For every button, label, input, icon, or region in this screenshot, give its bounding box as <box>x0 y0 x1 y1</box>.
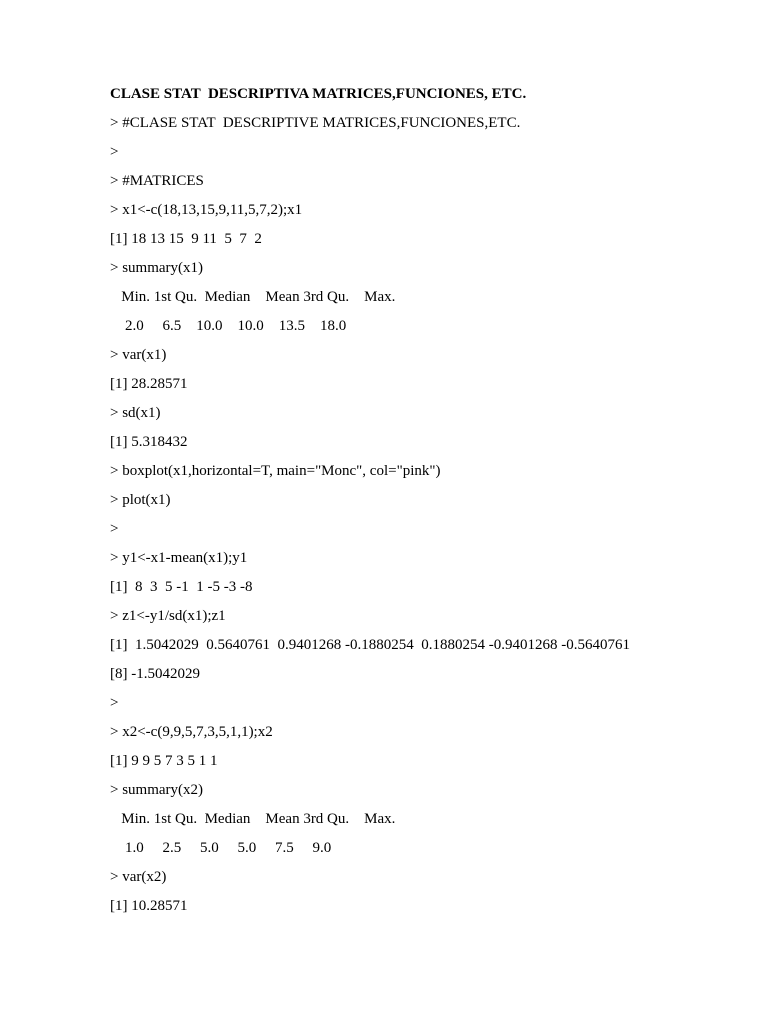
transcript-line: > summary(x2) <box>110 782 204 798</box>
transcript-line: [1] 28.28571 <box>110 376 188 392</box>
transcript-line: > x2<-c(9,9,5,7,3,5,1,1);x2 <box>110 724 273 740</box>
transcript-line: Min. 1st Qu. Median Mean 3rd Qu. Max. <box>110 289 396 305</box>
transcript-line: > y1<-x1-mean(x1);y1 <box>110 550 248 566</box>
transcript-line: > #MATRICES <box>110 173 204 189</box>
transcript-line: > sd(x1) <box>110 405 161 421</box>
transcript-line: [1] 1.5042029 0.5640761 0.9401268 -0.1880254 0.1880254 -0.9401268 -0.5640761 <box>110 637 630 653</box>
transcript-line: > summary(x1) <box>110 260 204 276</box>
transcript-line: Min. 1st Qu. Median Mean 3rd Qu. Max. <box>110 811 396 827</box>
console-transcript <box>110 113 630 925</box>
transcript-line: 2.0 6.5 10.0 10.0 13.5 18.0 <box>110 318 347 334</box>
transcript-line: > boxplot(x1,horizontal=T, main="Monc", col="pink") <box>110 463 441 479</box>
transcript-line: > z1<-y1/sd(x1);z1 <box>110 608 226 624</box>
transcript-line: > var(x2) <box>110 869 167 885</box>
transcript-line: [1] 8 3 5 -1 1 -5 -3 -8 <box>110 579 253 595</box>
transcript-line: [1] 5.318432 <box>110 434 188 450</box>
transcript-line: > var(x1) <box>110 347 167 363</box>
transcript-line: > plot(x1) <box>110 492 171 508</box>
transcript-line: > x1<-c(18,13,15,9,11,5,7,2);x1 <box>110 202 303 218</box>
transcript-line: [1] 9 9 5 7 3 5 1 1 <box>110 753 218 769</box>
transcript-line: [8] -1.5042029 <box>110 666 200 682</box>
transcript-line: [1] 18 13 15 9 11 5 7 2 <box>110 231 262 247</box>
transcript-line: > <box>110 695 119 711</box>
transcript-line: > <box>110 521 119 537</box>
transcript-line: > #CLASE STAT DESCRIPTIVE MATRICES,FUNCIONES,ETC. <box>110 115 521 131</box>
transcript-line: 1.0 2.5 5.0 5.0 7.5 9.0 <box>110 840 332 856</box>
document-title: CLASE STAT DESCRIPTIVA MATRICES,FUNCIONES, ETC. <box>110 86 527 102</box>
transcript-line: [1] 10.28571 <box>110 898 188 914</box>
transcript-line: > <box>110 144 119 160</box>
